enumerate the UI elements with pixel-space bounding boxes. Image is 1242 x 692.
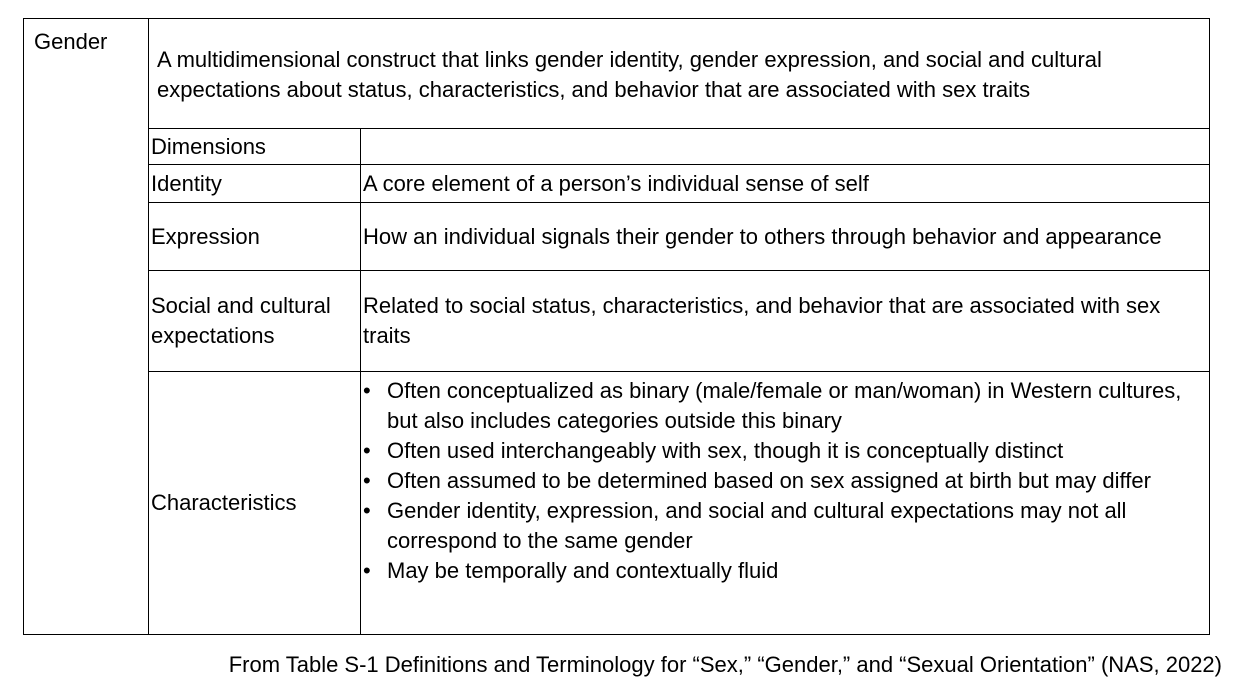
table-row bbox=[24, 129, 1210, 165]
bullet-icon: • bbox=[363, 438, 371, 463]
characteristics-list bbox=[361, 372, 1201, 588]
table-row bbox=[24, 19, 1210, 129]
characteristics-description bbox=[361, 372, 1210, 635]
list-item bbox=[361, 496, 1197, 556]
dimension-expression: Expression bbox=[149, 203, 361, 271]
source-citation: From Table S-1 Definitions and Terminology for “Sex,” “Gender,” and “Sexual Orientation” (NAS, 2022) bbox=[228, 652, 1222, 677]
dimension-characteristics: Characteristics bbox=[149, 372, 361, 635]
table-row bbox=[24, 203, 1210, 271]
dimensions-header: Dimensions bbox=[149, 129, 361, 165]
list-item-text: Often conceptualized as binary (male/female or man/woman) in Western cultures, but also includes categories outside this binary bbox=[387, 378, 1182, 433]
dimensions-header-description bbox=[361, 129, 1210, 165]
dimension-expression-description: How an individual signals their gender to others through behavior and appearance bbox=[361, 203, 1210, 271]
list-item bbox=[361, 556, 1197, 586]
table-row bbox=[24, 165, 1210, 203]
list-item bbox=[361, 466, 1197, 496]
bullet-icon: • bbox=[363, 468, 371, 493]
table-row bbox=[24, 271, 1210, 372]
list-item-text: Gender identity, expression, and social and cultural expectations may not all correspond to the same gender bbox=[387, 498, 1127, 553]
list-item bbox=[361, 376, 1197, 436]
list-item-text: May be temporally and contextually fluid bbox=[387, 558, 779, 583]
list-item-text: Often used interchangeably with sex, though it is conceptually distinct bbox=[387, 438, 1064, 463]
dimension-identity-description: A core element of a person’s individual sense of self bbox=[361, 165, 1210, 203]
dimension-identity: Identity bbox=[149, 165, 361, 203]
bullet-icon: • bbox=[363, 378, 371, 403]
dimension-social-cultural: Social and cultural expectations bbox=[149, 271, 361, 372]
table-row bbox=[24, 372, 1210, 635]
bullet-icon: • bbox=[363, 558, 371, 583]
list-item-text: Often assumed to be determined based on sex assigned at birth but may differ bbox=[387, 468, 1151, 493]
dimension-social-cultural-description: Related to social status, characteristics, and behavior that are associated with sex traits bbox=[361, 271, 1210, 372]
list-item bbox=[361, 436, 1197, 466]
term-cell: Gender bbox=[24, 19, 149, 635]
bullet-icon: • bbox=[363, 498, 371, 523]
term-definition: A multidimensional construct that links gender identity, gender expression, and social and cultural expectations about status, characteristics, and behavior that are associated with sex traits bbox=[149, 19, 1210, 129]
definitions-table bbox=[23, 18, 1210, 635]
